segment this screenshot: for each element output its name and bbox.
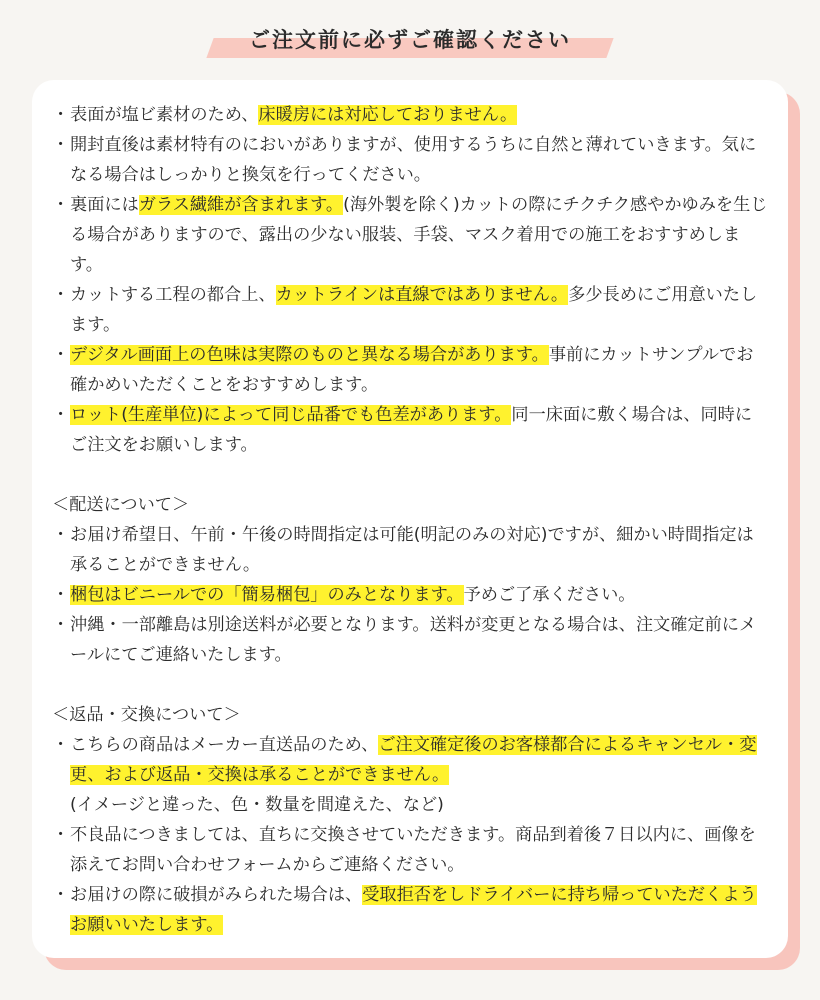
highlighted-text: ご注文確定後のお客様都合によるキャンセル・変更、および返品・交換は承ることができません。: [70, 735, 757, 785]
returns-list: [52, 730, 768, 940]
item-text: 不良品につきましては、直ちに交換させていただきます。商品到着後７日以内に、画像を添えてお問い合わせフォームからご連絡ください。: [70, 825, 756, 875]
highlighted-text: デジタル画面上の色味は実際のものと異なる場合があります。: [70, 345, 549, 365]
item-text: お届けの際に破損がみられた場合は、: [70, 885, 363, 905]
bullet-marker: ・: [52, 345, 70, 365]
list-item: [52, 610, 768, 670]
list-item: [52, 820, 768, 880]
item-text: お届け希望日、午前・午後の時間指定は可能(明記のみの対応)ですが、細かい時間指定は承ることができません。: [70, 525, 754, 575]
item-text: 開封直後は素材特有のにおいがありますが、使用するうちに自然と薄れていきます。気になる場合はしっかりと換気を行ってください。: [70, 135, 757, 185]
highlighted-text: 梱包はビニールでの「簡易梱包」のみとなります。: [70, 585, 464, 605]
bullet-marker: ・: [52, 285, 70, 305]
title-banner: [0, 22, 820, 70]
highlighted-text: 床暖房には対応しておりません。: [258, 105, 518, 125]
product-notes-section: [52, 100, 768, 460]
bullet-marker: ・: [52, 195, 70, 215]
item-text: 多少長めにご用意いたします。: [70, 285, 758, 335]
shipping-list: [52, 520, 768, 670]
item-text: 事前にカットサンプルでお確かめいただくことをおすすめします。: [70, 345, 754, 395]
list-item: [52, 730, 768, 820]
bullet-marker: ・: [52, 405, 70, 425]
item-text: (イメージと違った、色・数量を間違えた、など): [70, 795, 444, 815]
bullet-marker: ・: [52, 825, 70, 845]
item-text: 予めご了承ください。: [463, 585, 636, 605]
highlighted-text: ガラス繊維が含まれます。: [138, 195, 344, 215]
item-text: 表面が塩ビ素材のため、: [70, 105, 259, 125]
page-title: ご注文前に必ずご確認ください: [249, 28, 571, 52]
list-item: [52, 400, 768, 460]
highlighted-text: カットラインは直線ではありません。: [275, 285, 569, 305]
item-text: (海外製を除く)カットの際にチクチク感やかゆみを生じる場合がありますので、露出の少ない服装、手袋、マスク着用での施工をおすすめします。: [70, 195, 768, 275]
list-item: [52, 520, 768, 580]
item-text: 同一床面に敷く場合は、同時にご注文をお願いします。: [70, 405, 753, 455]
list-item: [52, 340, 768, 400]
item-text: 沖縄・一部離島は別途送料が必要となります。送料が変更となる場合は、注文確定前にメールにてご連絡いたします。: [70, 615, 757, 665]
bullet-marker: ・: [52, 105, 70, 125]
list-item: [52, 190, 768, 280]
highlighted-text: 受取拒否をしドライバーに持ち帰っていただくようお願いいたします。: [70, 885, 757, 935]
item-text: 裏面には: [70, 195, 139, 215]
returns-heading: ＜返品・交換について＞: [52, 705, 241, 725]
notice-content: [52, 100, 768, 940]
bullet-marker: ・: [52, 735, 70, 755]
list-item: [52, 280, 768, 340]
list-item: [52, 880, 768, 940]
bullet-marker: ・: [52, 525, 70, 545]
shipping-heading: ＜配送について＞: [52, 495, 190, 515]
shipping-section: [52, 490, 768, 670]
returns-section: [52, 700, 768, 940]
bullet-marker: ・: [52, 615, 70, 635]
item-text: カットする工程の都合上、: [70, 285, 276, 305]
bullet-marker: ・: [52, 585, 70, 605]
bullet-marker: ・: [52, 885, 70, 905]
product-notes-list: [52, 100, 768, 460]
item-text: こちらの商品はメーカー直送品のため、: [70, 735, 379, 755]
list-item: [52, 100, 768, 130]
highlighted-text: ロット(生産単位)によって同じ品番でも色差があります。: [70, 405, 512, 425]
bullet-marker: ・: [52, 135, 70, 155]
list-item: [52, 580, 768, 610]
list-item: [52, 130, 768, 190]
